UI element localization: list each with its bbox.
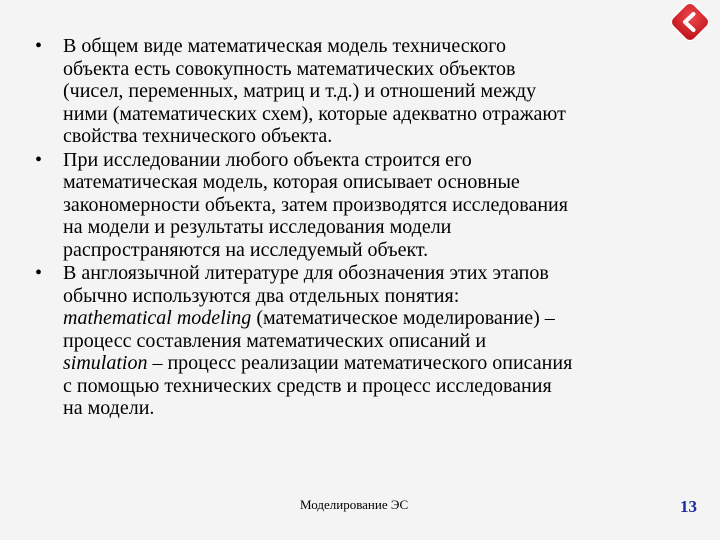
text-line <box>63 375 685 398</box>
text-segment: – процесс реализации математического описания <box>147 352 573 374</box>
text-line <box>63 149 685 172</box>
text-segment: свойства технического объекта. <box>63 125 333 147</box>
bullet-dot: • <box>35 148 43 171</box>
term-text: simulation <box>63 352 148 374</box>
bullet-dot: • <box>35 35 43 57</box>
text-segment: закономерности объекта, затем производятся исследования <box>63 193 568 216</box>
text-line <box>63 103 685 126</box>
text-segment: (чисел, переменных, матриц и т.д.) и отношений между <box>63 80 537 102</box>
bullet-item <box>35 262 685 420</box>
text-line <box>63 35 685 58</box>
text-line <box>63 307 685 330</box>
text-segment: на модели. <box>63 397 155 419</box>
bullet-list <box>35 35 685 420</box>
footer-title: Моделирование ЭС <box>300 497 409 512</box>
text-segment: с помощью технических средств и процесс исследования <box>63 374 552 397</box>
bullet-item <box>35 35 685 148</box>
text-segment: При исследовании любого объекта строится его <box>63 148 472 171</box>
text-line <box>63 285 685 308</box>
text-segment: (математическое моделирование) – <box>251 307 555 329</box>
text-segment: ними (математических схем), которые адекватно отражают <box>63 102 566 125</box>
text-line <box>63 262 685 285</box>
text-segment: распространяются на исследуемый объект. <box>63 238 429 261</box>
text-segment: обычно используются два отдельных понятия: <box>63 284 460 307</box>
text-line <box>63 80 685 103</box>
text-line <box>63 352 685 375</box>
page-number: 13 <box>680 497 697 516</box>
bullet-item <box>35 149 685 262</box>
text-line <box>63 194 685 217</box>
text-segment: на модели и результаты исследования модели <box>63 216 452 238</box>
bullet-dot: • <box>35 262 43 284</box>
text-segment: процесс составления математических описаний и <box>63 329 487 352</box>
text-line <box>63 171 685 194</box>
text-segment: В общем виде математическая модель технического <box>63 35 506 57</box>
text-segment: В англоязычной литературе для обозначения этих этапов <box>63 262 549 284</box>
text-line <box>63 397 685 420</box>
text-line <box>63 239 685 262</box>
text-line <box>63 58 685 81</box>
text-segment: математическая модель, которая описывает основные <box>63 171 520 193</box>
text-line <box>63 330 685 353</box>
term-text: mathematical modeling <box>63 307 252 329</box>
text-line <box>63 125 685 148</box>
text-line <box>63 216 685 239</box>
text-segment: объекта есть совокупность математических объектов <box>63 57 516 80</box>
